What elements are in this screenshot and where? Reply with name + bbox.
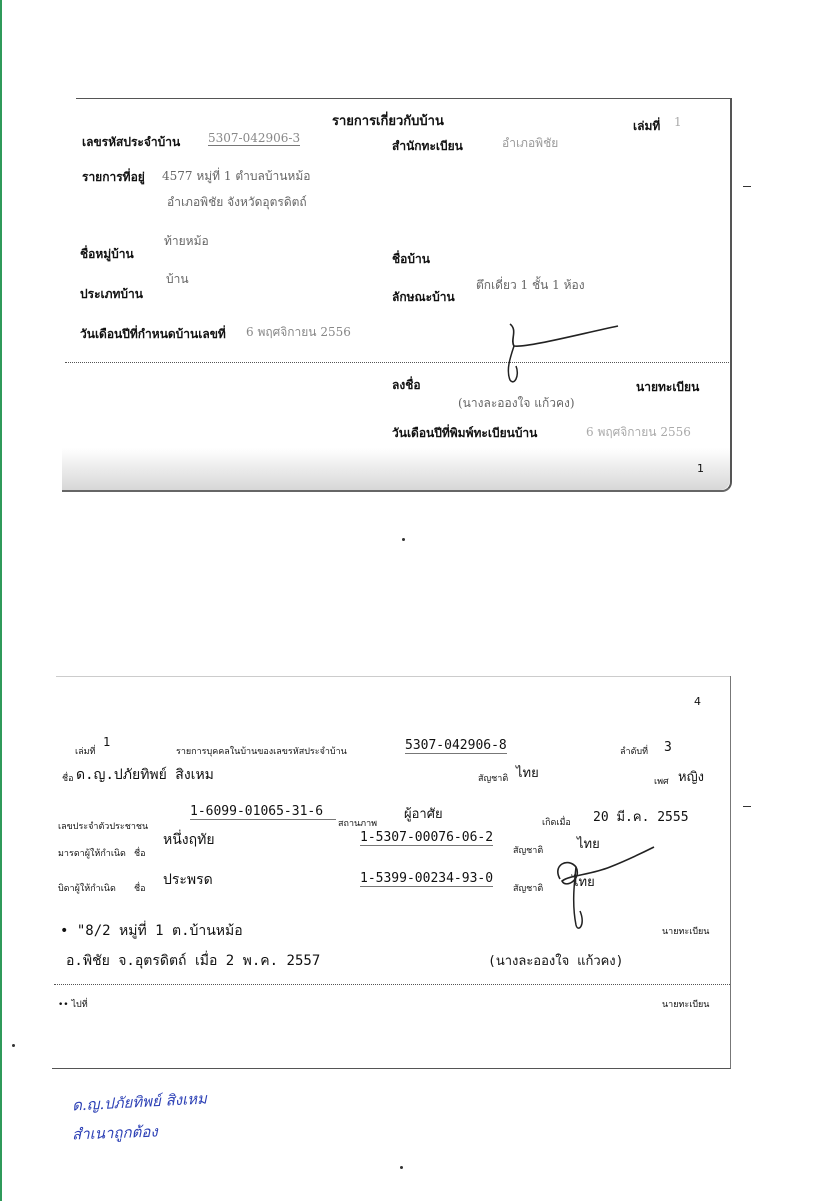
father-id: 1-5399-00234-93-0 — [360, 871, 494, 886]
stray-dot-2 — [12, 1044, 15, 1047]
father-label: บิดาผู้ให้กำเนิด — [58, 884, 116, 894]
registrar-office: อำเภอพิชัย — [502, 136, 559, 150]
stray-dot-3 — [400, 1166, 403, 1169]
moved-from-line2: อ.พิชัย จ.อุตรดิตถ์ เมื่อ 2 พ.ค. 2557 — [66, 953, 321, 969]
house-id-2: 5307-042906-8 — [405, 738, 507, 753]
house-characteristic-label: ลักษณะบ้าน — [392, 290, 455, 304]
sex-label: เพศ — [654, 777, 669, 787]
book-no: 1 — [674, 115, 682, 129]
village: ท้ายหม้อ — [164, 234, 209, 248]
house-name-label: ชื่อบ้าน — [392, 252, 430, 266]
registrar-title: นายทะเบียน — [636, 380, 700, 394]
assigned-date-label: วันเดือนปีที่กำหนดบ้านเลขที่ — [80, 327, 226, 341]
torn-bottom-shadow — [62, 448, 730, 490]
card2-top-border — [56, 676, 730, 677]
nationality: ไทย — [516, 766, 539, 781]
mother-nationality-label: สัญชาติ — [513, 846, 544, 856]
side-mark-2 — [743, 806, 751, 807]
mother-nationality: ไทย — [577, 837, 600, 852]
handwritten-name: ด.ญ.ปภัยทิพย์ สิงเหม — [71, 1089, 208, 1115]
registrar-title-2b: นายทะเบียน — [662, 1000, 710, 1010]
house-characteristic: ตึกเดี่ยว 1 ชั้น 1 ห้อง — [476, 278, 585, 292]
book-no-2: 1 — [103, 735, 111, 749]
birth-date: 20 มี.ค. 2555 — [593, 810, 689, 825]
sex: หญิง — [678, 770, 704, 785]
print-date-label: วันเดือนปีที่พิมพ์ทะเบียนบ้าน — [392, 426, 538, 440]
persons-label: รายการบุคคลในบ้านของเลขรหัสประจำบ้าน — [176, 747, 347, 757]
father-nationality-label: สัญชาติ — [513, 884, 544, 894]
handwritten-certified: สำเนาถูกต้อง — [71, 1122, 158, 1144]
page-number-1: 1 — [697, 462, 704, 475]
address-label: รายการที่อยู่ — [82, 170, 145, 184]
house-type: บ้าน — [166, 272, 189, 286]
sign-label: ลงชื่อ — [392, 378, 421, 392]
card2-dotted-divider — [54, 984, 730, 985]
id-number: 1-6099-01065-31-6 — [190, 804, 336, 820]
order-label: ลำดับที่ — [620, 747, 649, 757]
print-date: 6 พฤศจิกายน 2556 — [586, 425, 691, 439]
card1-dotted-divider — [65, 362, 729, 363]
father-nationality: ไทย — [572, 875, 595, 890]
order-no: 3 — [664, 740, 672, 755]
moved-from-line1: • "8/2 หมู่ที่ 1 ต.บ้านหม้อ — [60, 923, 243, 939]
id-label: เลขประจำตัวประชาชน — [58, 822, 149, 832]
person-name: ด.ญ.ปภัยทิพย์ สิงเหม — [76, 767, 214, 783]
house-id: 5307-042906-3 — [208, 131, 301, 145]
born-label: เกิดเมื่อ — [542, 818, 571, 828]
mother-name-label: ชื่อ — [134, 849, 146, 859]
mother-id: 1-5307-00076-06-2 — [360, 830, 494, 845]
registrar-office-label: สำนักทะเบียน — [392, 139, 463, 153]
status-label: สถานภาพ — [338, 819, 378, 829]
address-line1: 4577 หมู่ที่ 1 ตำบลบ้านหม้อ — [162, 169, 311, 183]
father-name-label: ชื่อ — [134, 884, 146, 894]
name-label: ชื่อ — [62, 774, 74, 784]
village-label: ชื่อหมู่บ้าน — [80, 247, 134, 261]
address-line2: อำเภอพิชัย จังหวัดอุตรดิตถ์ — [167, 195, 307, 209]
page-number-4: 4 — [694, 695, 701, 708]
card-title: รายการเกี่ยวกับบ้าน — [332, 114, 444, 129]
page-edge — [0, 0, 2, 1201]
house-id-label: เลขรหัสประจำบ้าน — [82, 135, 181, 149]
registrar-name-2: (นางละอองใจ แก้วคง) — [488, 954, 624, 969]
assigned-date: 6 พฤศจิกายน 2556 — [246, 325, 351, 339]
side-mark — [743, 186, 751, 187]
father-name: ประพรด — [163, 872, 213, 888]
mother-name: หนึ่งฤทัย — [163, 832, 215, 848]
status: ผู้อาศัย — [404, 807, 443, 822]
book-label-2: เล่มที่ — [75, 747, 96, 757]
house-type-label: ประเภทบ้าน — [80, 287, 143, 301]
registrar-signature-2 — [550, 845, 660, 935]
moved-to-label: •• ไปที่ — [58, 1000, 88, 1010]
nationality-label: สัญชาติ — [478, 774, 509, 784]
registrar-name: (นางละอองใจ แก้วคง) — [458, 396, 575, 410]
registrar-signature-1 — [488, 318, 628, 390]
registrar-title-2a: นายทะเบียน — [662, 927, 710, 937]
card-top-border — [76, 98, 730, 99]
stray-dot — [402, 538, 405, 541]
mother-label: มารดาผู้ให้กำเนิด — [58, 849, 126, 859]
book-label: เล่มที่ — [633, 119, 661, 133]
